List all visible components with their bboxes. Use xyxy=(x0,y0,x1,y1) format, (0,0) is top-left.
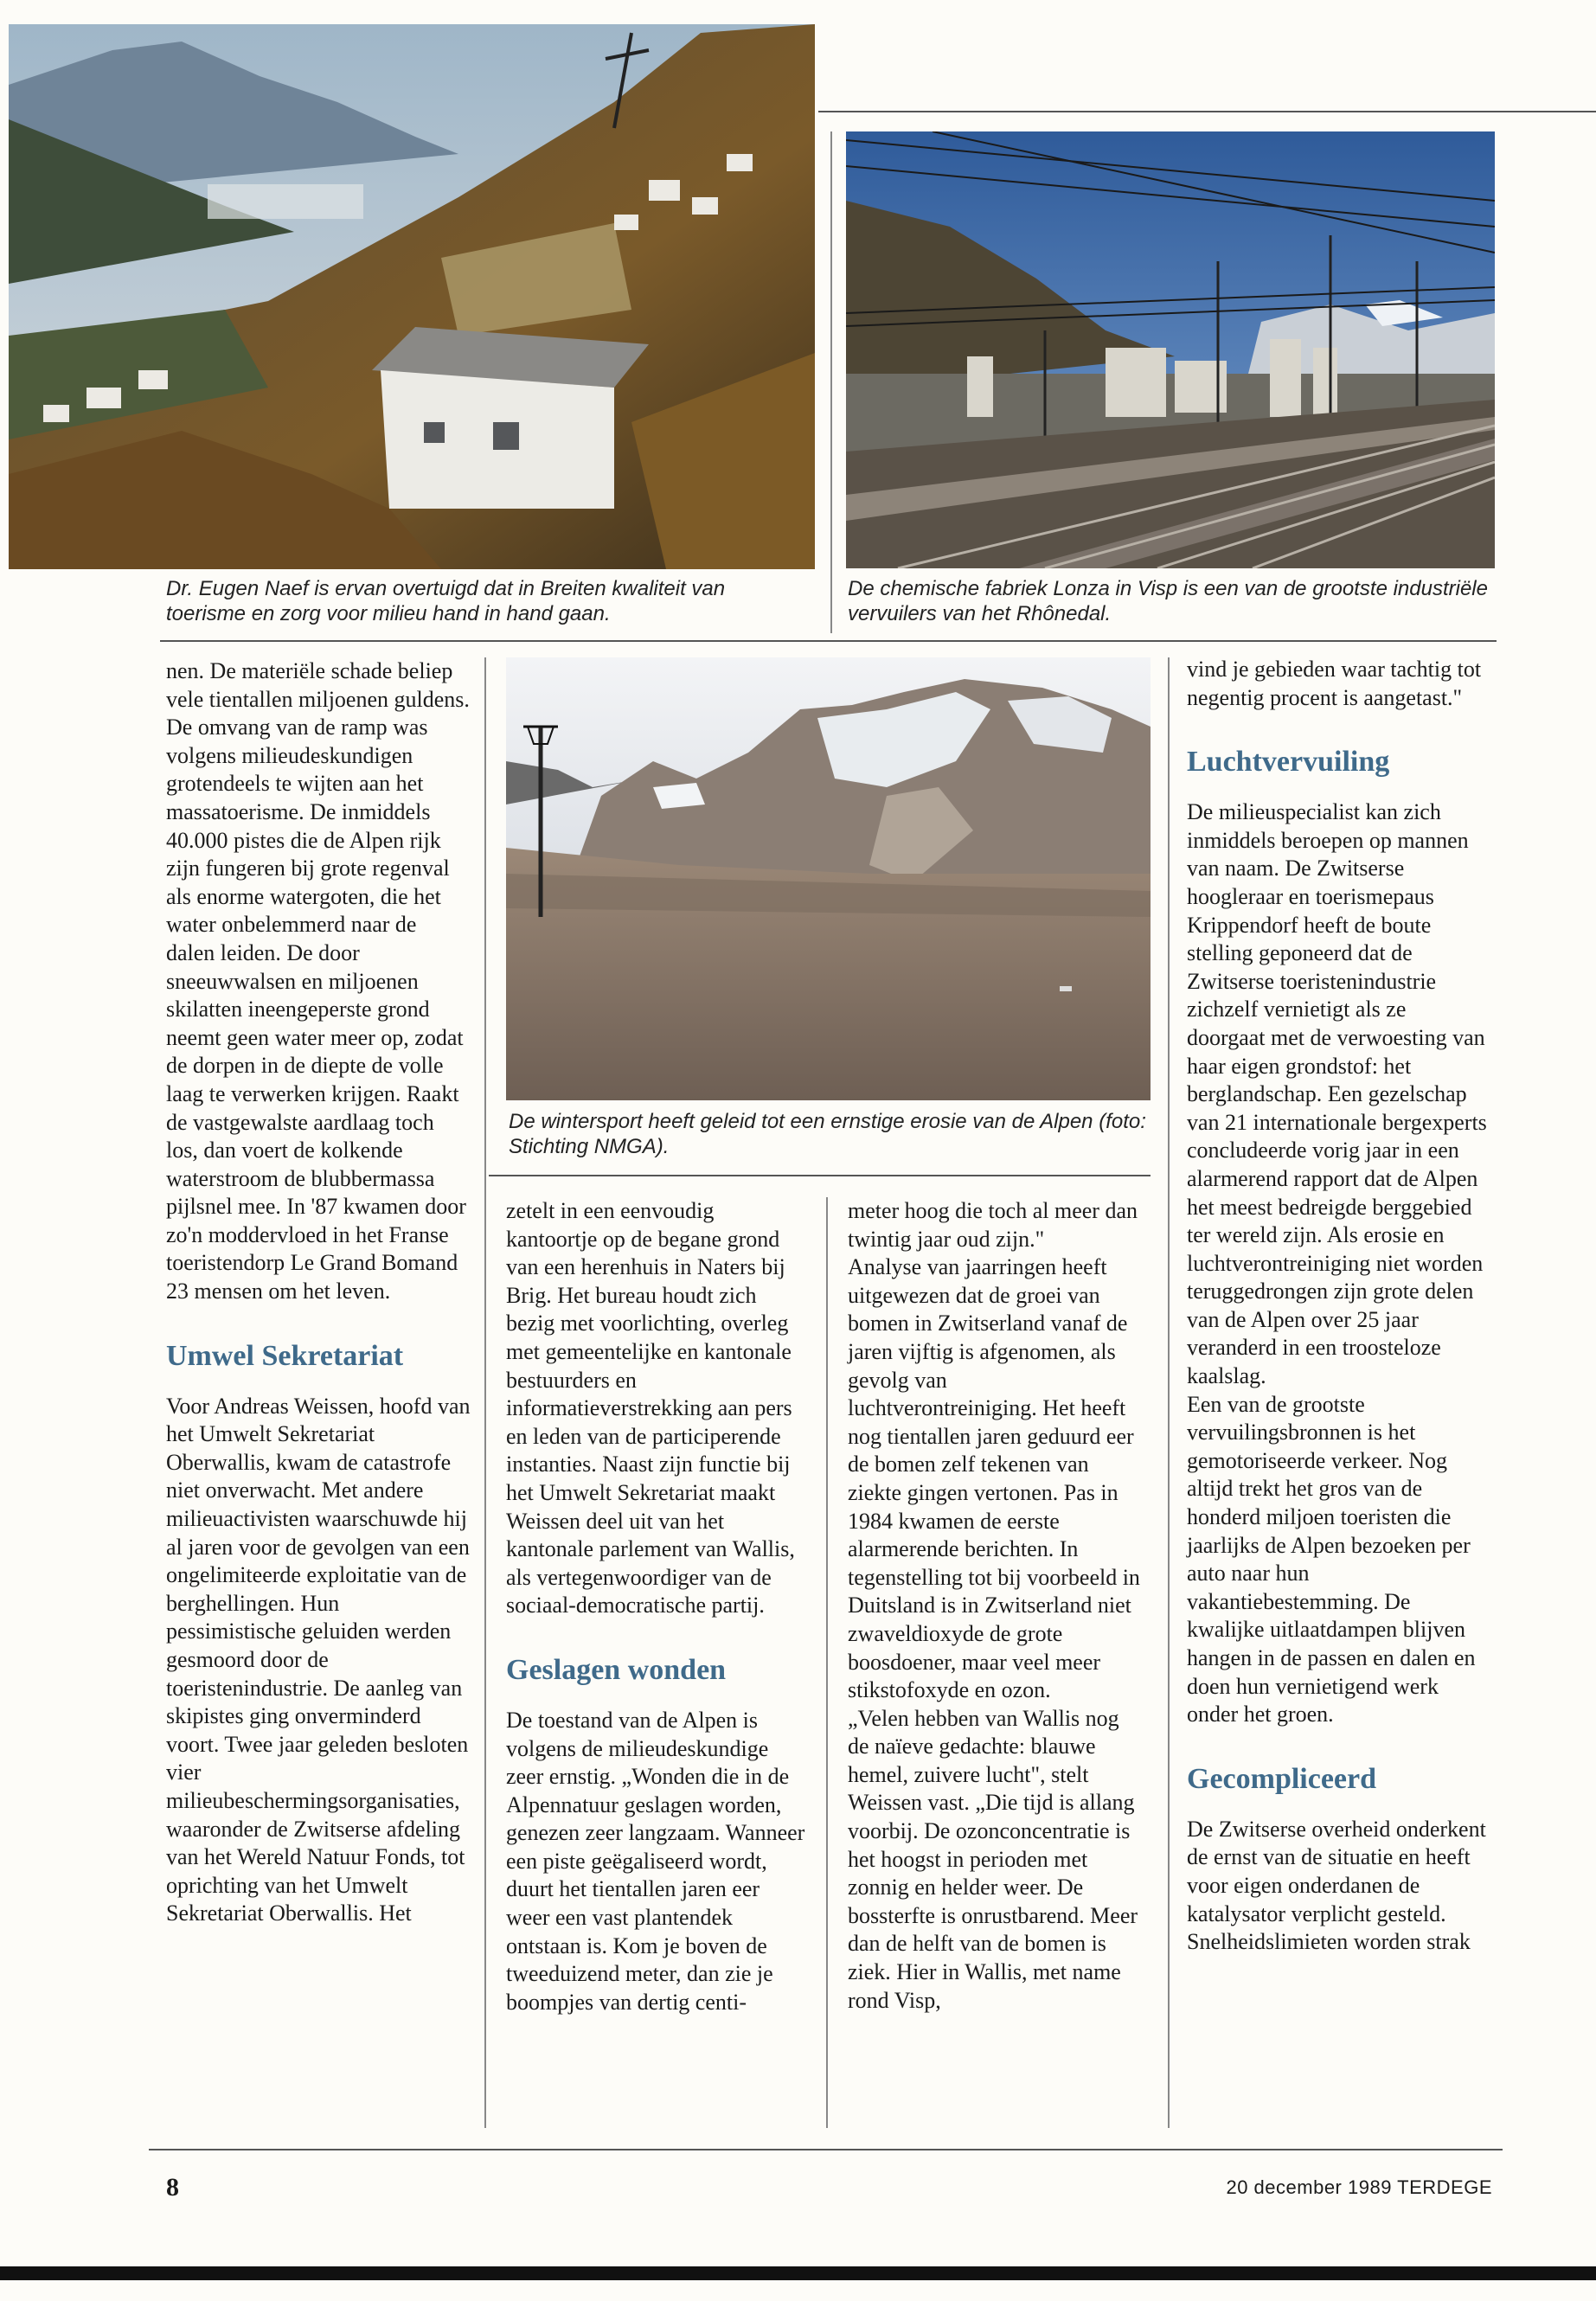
photo-village xyxy=(9,24,815,569)
col4-paragraph-4: De Zwitserse overheid onderkent de ernst van de situatie en heeft voor eigen onderdanen de katalysator verplicht gesteld. Snelheidslimieten worden strak xyxy=(1187,1816,1486,1955)
col4-paragraph-1: vind je gebieden waar tachtig tot negentig procent is aangetast." xyxy=(1187,657,1482,710)
mid-rule xyxy=(489,1175,1151,1176)
heading-gecompliceerd: Gecompliceerd xyxy=(1187,1762,1377,1795)
heading-umwel-sekretariat: Umwel Sekretariat xyxy=(166,1339,404,1372)
page-number: 8 xyxy=(166,2173,179,2202)
col3-paragraph-3: „Velen hebben van Wallis nog de naïeve gedachte: blauwe hemel, zuivere lucht", stelt Weissen vast. „Die tijd is allang voorbij. De ozonconcentratie is het hoogst in perioden met zonnig en helder weer. De bossterfte is onrustbarend. Meer dan de helft van de bomen is ziek. Hier in Wallis, met name rond Visp, xyxy=(848,1705,1138,2013)
top-rule xyxy=(818,111,1596,112)
article-column-1 xyxy=(166,657,471,1928)
caption-village: Dr. Eugen Naef is ervan overtuigd dat in Breiten kwaliteit van toerisme en zorg voor milieu hand in hand gaan. xyxy=(166,577,726,625)
photo-ski-slope xyxy=(506,657,1151,1100)
heading-luchtvervuiling: Luchtvervuiling xyxy=(1187,746,1390,779)
issue-date: 20 december 1989 TERDEGE xyxy=(1226,2176,1492,2198)
col1-paragraph-2: De omvang van de ramp was volgens milieudeskundigen grotendeels te wijten aan het massatoerisme. De inmiddels 40.000 pistes die de Alpen rijk zijn fungeren bij grote regenval als enorme watergoten, die het water onbelemmerd naar de dalen leiden. De door sneeuwwalsen en miljoenen skilatten ineengeperste grond neemt geen water meer op, zodat de dorpen in de diepte de volle laag te verwerken krijgen. Raakt de vastgewalste aardlaag toch los, dan voert de kolkende waterstroom de blubbermassa pijlsnel mee. In '87 kwamen door zo'n moddervloed in het Franse toeristendorp Le Grand Bomand 23 mensen om het leven. xyxy=(166,715,466,1304)
bottom-edge-bar xyxy=(0,2266,1596,2280)
col1-paragraph-1: nen. De materiële schade beliep vele tientallen miljoenen guldens. xyxy=(166,658,470,712)
column-divider-2 xyxy=(826,1197,828,2128)
caption-factory: De chemische fabriek Lonza in Visp is een van de grootste industriële vervuilers van het Rhônedal. xyxy=(848,577,1488,625)
column-divider-3 xyxy=(1168,657,1170,2128)
col1-paragraph-3: Voor Andreas Weissen, hoofd van het Umwelt Sekretariat Oberwallis, kwam de catastrofe niet onverwacht. Met andere milieuactivisten waarschuwde hij al jaren voor de gevolgen van een ongelimiteerde exploitatie van de berghellingen. Hun pessimistische geluiden werden gesmoord door de toeristenindustrie. De aanleg van skipistes ging onverminderd voort. Twee jaar geleden besloten vier milieubeschermingsorganisaties, waaronder de Zwitserse afdeling van het Wereld Natuur Fonds, tot oprichting van het Umwelt Sekretariat Oberwallis. Het xyxy=(166,1393,471,1926)
photo-divider xyxy=(830,131,832,633)
col4-paragraph-2: De milieuspecialist kan zich inmiddels beroepen op mannen van naam. De Zwitserse hoogleraar en toerismepaus Krippendorf heeft de boute stelling geponeerd dat de Zwitserse toeristenindustrie zichzelf vernietigt als ze doorgaat met de verwoesting van haar eigen grondstof: het berglandschap. Een gezelschap van 21 internationale bergexperts concludeerde vorig jaar in een alarmerend rapport dat de Alpen het meest bedreigde berggebied ter wereld zijn. Als erosie en luchtverontreiniging niet worden teruggedrongen zijn grote delen van de Alpen over 25 jaar veranderd in een troosteloze kaalslag. xyxy=(1187,799,1487,1389)
article-column-3 xyxy=(848,1197,1142,2015)
photo-factory xyxy=(846,131,1495,568)
article-column-4 xyxy=(1187,656,1490,1957)
footer-rule xyxy=(149,2149,1503,2150)
heading-geslagen-wonden: Geslagen wonden xyxy=(506,1653,727,1686)
col4-top-rule xyxy=(1159,640,1497,642)
column-divider-1 xyxy=(484,657,486,2128)
col3-paragraph-2: Analyse van jaarringen heeft uitgewezen dat de groei van bomen in Zwitserland vanaf de jaren vijftig is afgenomen, als gevolg van luchtverontreiniging. Het heeft nog tientallen jaren geduurd eer de bomen zelf tekenen van ziekte gingen vertonen. Pas in 1984 kwamen de eerste alarmerende berichten. In tegenstelling tot bij voorbeeld in Duitsland is in Zwitserland niet zwaveldioxyde de grote boosdoener, maar veel meer stikstofoxyde en ozon. xyxy=(848,1254,1140,1703)
caption-ski-slope: De wintersport heeft geleid tot een ernstige erosie van de Alpen (foto: Stichting NMGA). xyxy=(509,1110,1146,1158)
col4-paragraph-3: Een van de grootste vervuilingsbronnen is het gemotoriseerde verkeer. Nog altijd trekt het gros van de honderd miljoen toeristen die jaarlijks de Alpen bezoeken per auto naar hun vakantiebestemming. De kwalijke uitlaatdampen blijven hangen in de passen en dalen en doen hun vernietigend werk onder het groen. xyxy=(1187,1391,1476,1727)
col3-paragraph-1: meter hoog die toch al meer dan twintig jaar oud zijn." xyxy=(848,1198,1138,1252)
col2-paragraph-2: De toestand van de Alpen is volgens de milieudeskundige zeer ernstig. „Wonden die in de Alpennatuur geslagen worden, genezen zeer langzaam. Wanneer een piste geëgaliseerd wordt, duurt het tientallen jaren eer weer een vast plantendek ontstaan is. Kom je boven de tweeduizend meter, dan zie je boompjes van dertig centi- xyxy=(506,1707,805,2015)
article-column-2 xyxy=(506,1197,807,2016)
col2-paragraph-1: zetelt in een eenvoudig kantoortje op de begane grond van een herenhuis in Naters bij Brig. Het bureau houdt zich bezig met voorlichting, overleg met gemeentelijke en kantonale bestuurders en informatieverstrekking aan pers en leden van de participerende instanties. Naast zijn functie bij het Umwelt Sekretariat maakt Weissen deel uit van het kantonale parlement van Wallis, als vertegenwoordiger van de sociaal-democratische partij. xyxy=(506,1198,795,1618)
